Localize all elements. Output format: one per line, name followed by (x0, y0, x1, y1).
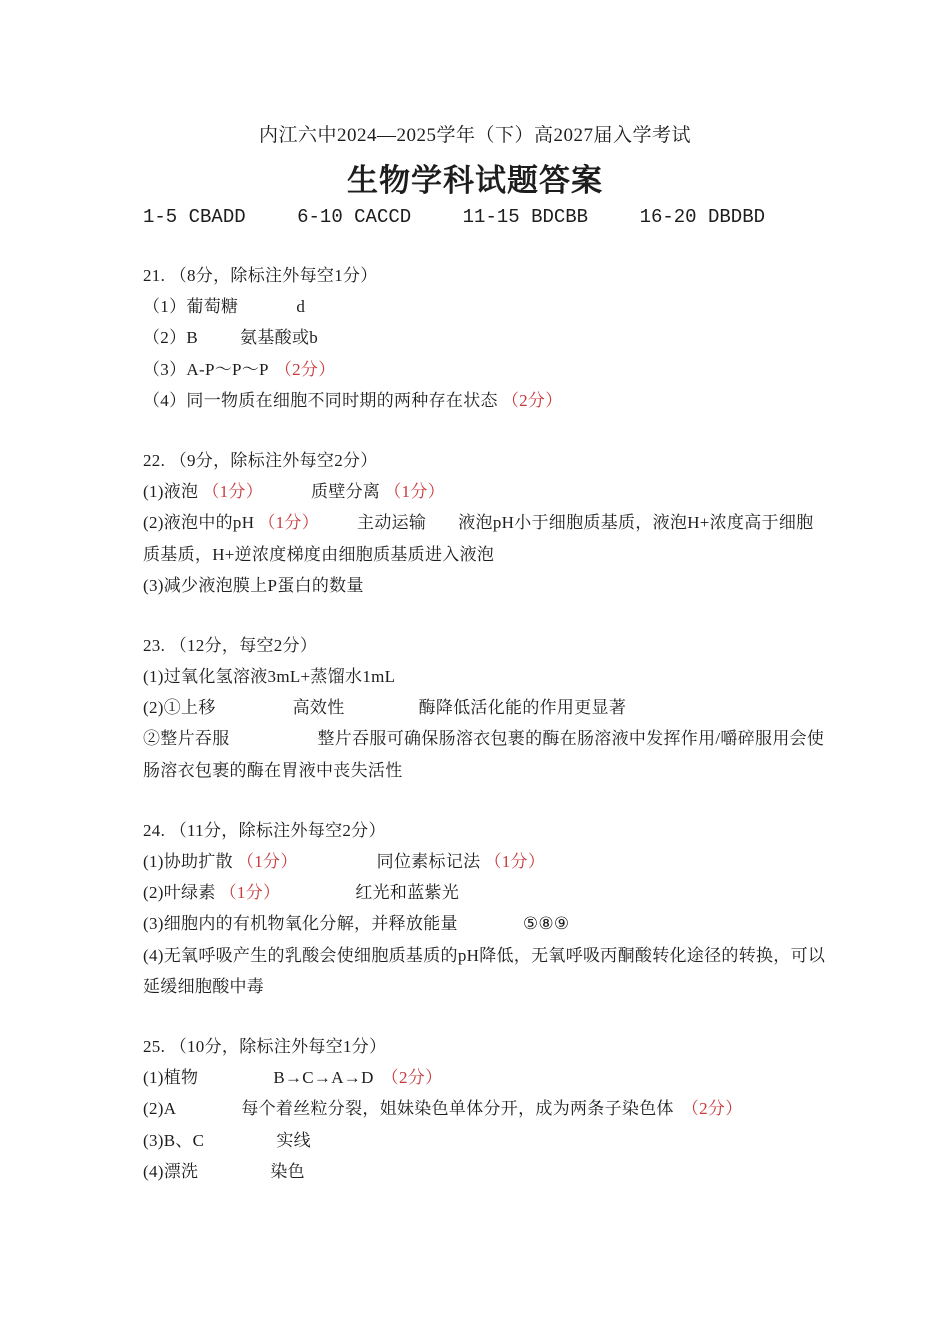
answer-text: (2)A (143, 1099, 177, 1119)
questions (143, 260, 903, 1216)
score-annotation: （2分） (501, 390, 563, 410)
answer-text: ②整片吞服 (143, 729, 230, 749)
answer-text: 每个着丝粒分裂，姐妹染色单体分开，成为两条子染色体 (241, 1099, 674, 1119)
answer-text: (1)过氧化氢溶液3mL+蒸馏水1mL (143, 667, 396, 687)
answer-text: (2)叶绿素 (143, 883, 216, 903)
score-annotation: （1分） (236, 852, 298, 871)
answer-line (143, 971, 903, 1002)
answer-line (143, 445, 903, 476)
question-block-21 (143, 260, 903, 416)
answer-text: （2）B (143, 328, 199, 348)
answer-line (143, 877, 903, 908)
answer-line (143, 940, 903, 971)
answer-text: (4)漂洗 (143, 1161, 199, 1181)
answer-line (143, 661, 903, 692)
document-title: 生物学科试题答案 (347, 163, 603, 198)
answer-text: （3）A-P～P～P (143, 359, 269, 379)
answer-text: ⑤⑧⑨ (522, 914, 570, 934)
answer-text: 整片吞服可确保肠溶衣包裹的酶在肠溶液中发挥作用/嚼碎服用会使 (317, 729, 825, 749)
answer-text: （1）葡萄糖 (143, 297, 239, 317)
answer-text: 22. （9分，除标注外每空2分） (143, 450, 378, 470)
answer-text: (1)植物 (143, 1068, 199, 1088)
answer-text: d (296, 297, 306, 317)
score-annotation: （1分） (484, 852, 546, 871)
answer-line (143, 1156, 903, 1187)
answer-text: 同位素标记法 (376, 852, 481, 871)
answer-text: (3)细胞内的有机物氧化分解，并释放能量 (143, 914, 458, 934)
answer-line (143, 570, 903, 601)
answer-text: 23. （12分，每空2分） (143, 635, 318, 655)
answer-text: 酶降低活化能的作用更显著 (418, 698, 627, 718)
answer-text: 质壁分离 (311, 482, 381, 502)
answer-line (143, 1031, 903, 1062)
answer-line (143, 291, 903, 322)
answer-text: (1)液泡 (143, 482, 199, 502)
answer-line (143, 260, 903, 291)
answer-text: 染色 (270, 1161, 305, 1181)
answer-text: （4）同一物质在细胞不同时期的两种存在状态 (143, 390, 498, 410)
answer-text: 氨基酸或b (240, 328, 319, 348)
answer-text: 25. （10分，除标注外每空1分） (143, 1036, 387, 1056)
answer-line (143, 322, 903, 353)
answer-line (143, 723, 903, 754)
answer-line (143, 815, 903, 846)
answer-line (143, 507, 903, 538)
answer-line (143, 1093, 903, 1124)
answer-key-item: 16-20 DBDBD (639, 206, 765, 228)
answer-line (143, 539, 903, 570)
answer-text: (1)协助扩散 (143, 852, 233, 871)
question-block-25 (143, 1031, 903, 1187)
answer-text: 液泡pH小于细胞质基质，液泡H+浓度高于细胞 (458, 513, 814, 533)
answer-line (143, 846, 903, 877)
score-annotation: （1分） (219, 883, 281, 903)
answer-text: 肠溶衣包裹的酶在胃液中丧失活性 (143, 760, 403, 780)
answer-key-item: 6-10 CACCD (297, 206, 412, 228)
answer-line (143, 1125, 903, 1156)
answer-line (143, 692, 903, 723)
answer-line (143, 1062, 903, 1093)
answer-text: 质基质，H+逆浓度梯度由细胞质基质进入液泡 (143, 544, 495, 564)
score-annotation: （2分） (274, 359, 336, 379)
answer-text: (2)①上移 (143, 698, 216, 718)
score-annotation: （1分） (202, 482, 264, 502)
score-annotation: （2分） (381, 1068, 443, 1088)
answer-line (143, 354, 903, 385)
answer-text: 实线 (276, 1130, 311, 1150)
answer-line (143, 755, 903, 786)
score-annotation: （1分） (384, 482, 445, 502)
answer-line (143, 630, 903, 661)
question-block-24 (143, 815, 903, 1002)
answer-line (143, 385, 903, 416)
answer-text: B→C→A→D (273, 1068, 374, 1088)
answer-text: (2)液泡中的pH (143, 513, 255, 533)
answer-line (143, 476, 903, 507)
answer-text: (3)减少液泡膜上P蛋白的数量 (143, 575, 364, 595)
answer-text: 21. （8分，除标注外每空1分） (143, 266, 378, 285)
answer-key-item: 11-15 BDCBB (462, 206, 589, 228)
answer-key-row (143, 206, 765, 228)
exam-header-title: 内江六中2024—2025学年（下）高2027届入学考试 (258, 125, 691, 146)
answer-text: 24. （11分，除标注外每空2分） (143, 820, 386, 840)
question-block-22 (143, 445, 903, 601)
score-annotation: （2分） (681, 1099, 743, 1119)
answer-text: 延缓细胞酸中毒 (143, 976, 265, 996)
answer-text: 主动运输 (357, 513, 427, 533)
answer-line (143, 908, 903, 939)
answer-text: 高效性 (292, 698, 345, 718)
score-annotation: （1分） (258, 513, 320, 533)
answer-key-item: 1-5 CBADD (143, 206, 246, 228)
question-block-23 (143, 630, 903, 786)
answer-text: 红光和蓝紫光 (355, 883, 460, 903)
answer-text: (4)无氧呼吸产生的乳酸会使细胞质基质的pH降低，无氧呼吸丙酮酸转化途径的转换，可以 (143, 945, 826, 965)
answer-text: (3)B、C (143, 1130, 205, 1150)
